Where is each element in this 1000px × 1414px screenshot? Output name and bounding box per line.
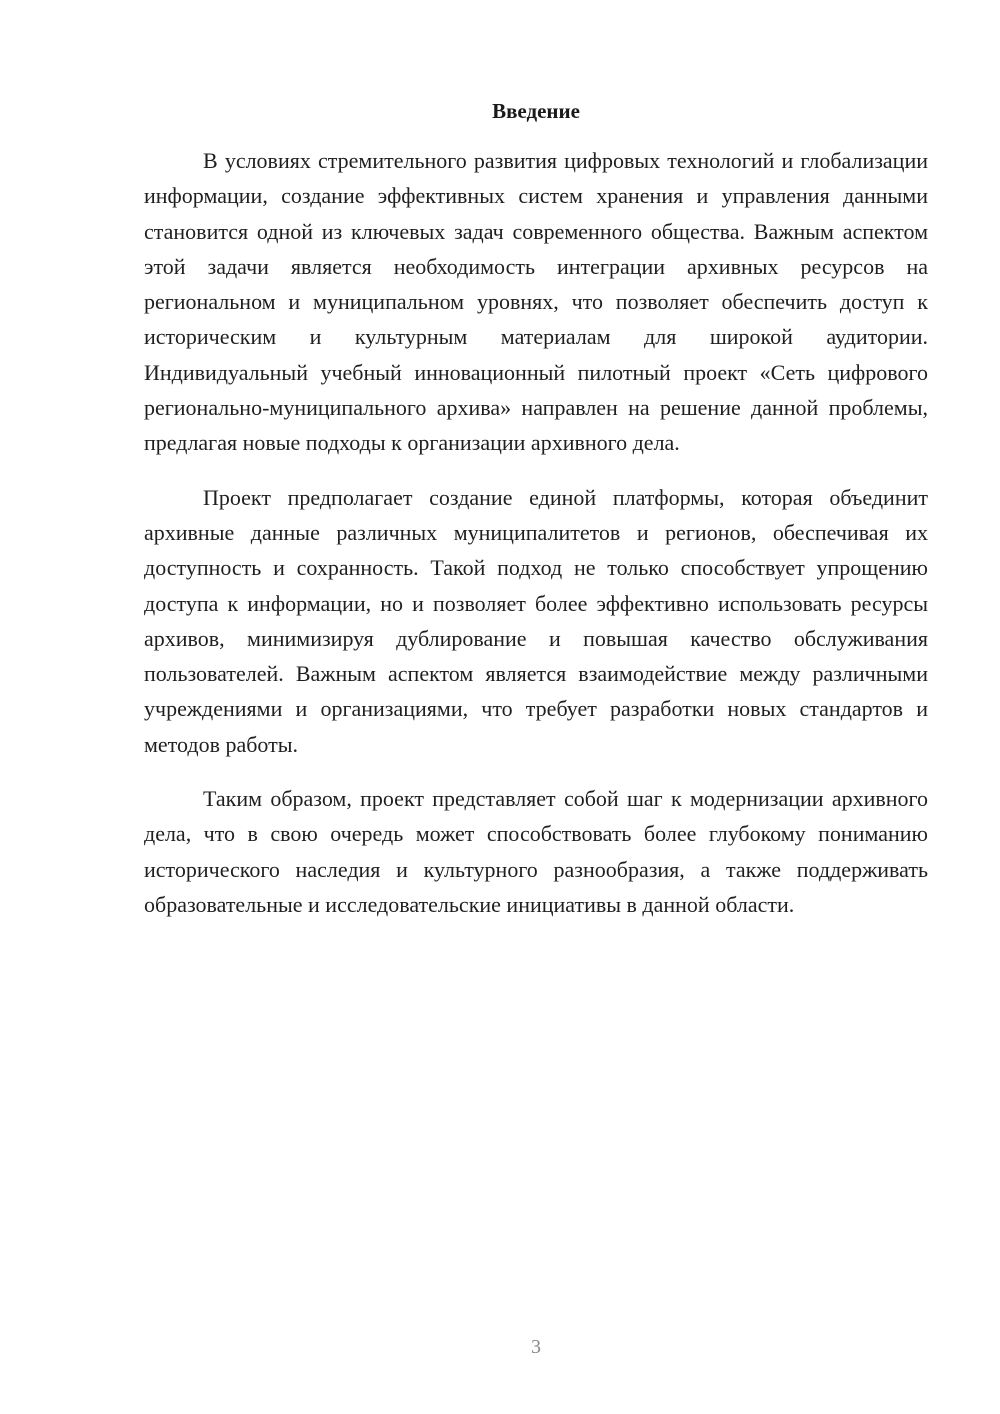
paragraph-1: В условиях стремительного развития цифровых технологий и глобализации информации, создание эффективных систем хранения и управления данными становится одной из ключевых задач современного общества. Важным аспектом этой задачи является необходимость интеграции архивных ресурсов на региональном и муниципальном уровнях, что позволяет обеспечить доступ к историческим и культурным материалам для широкой аудитории. Индивидуальный учебный инновационный пилотный проект «Сеть цифрового регионально-муниципального архива» направлен на решение данной проблемы, предлагая новые подходы к организации архивного дела.: [144, 148, 928, 456]
paragraph-3: Таким образом, проект представляет собой шаг к модернизации архивного дела, что в свою очередь может способствовать более глубокому пониманию исторического наследия и культурного разнообразия, а также поддерживать образовательные и исследовательские инициативы в данной области.: [144, 786, 928, 917]
section-heading: Введение: [492, 99, 580, 123]
document-body: [144, 143, 928, 922]
paragraph-2: Проект предполагает создание единой платформы, которая объединит архивные данные различных муниципалитетов и регионов, обеспечивая их доступность и сохранность. Такой подход не только способствует упрощению доступа к информации, но и позволяет более эффективно использовать ресурсы архивов, минимизируя дублирование и повышая качество обслуживания пользователей. Важным аспектом является взаимодействие между различными учреждениями и организациями, что требует разработки новых стандартов и методов работы.: [144, 484, 928, 757]
page-number: 3: [531, 1336, 541, 1358]
